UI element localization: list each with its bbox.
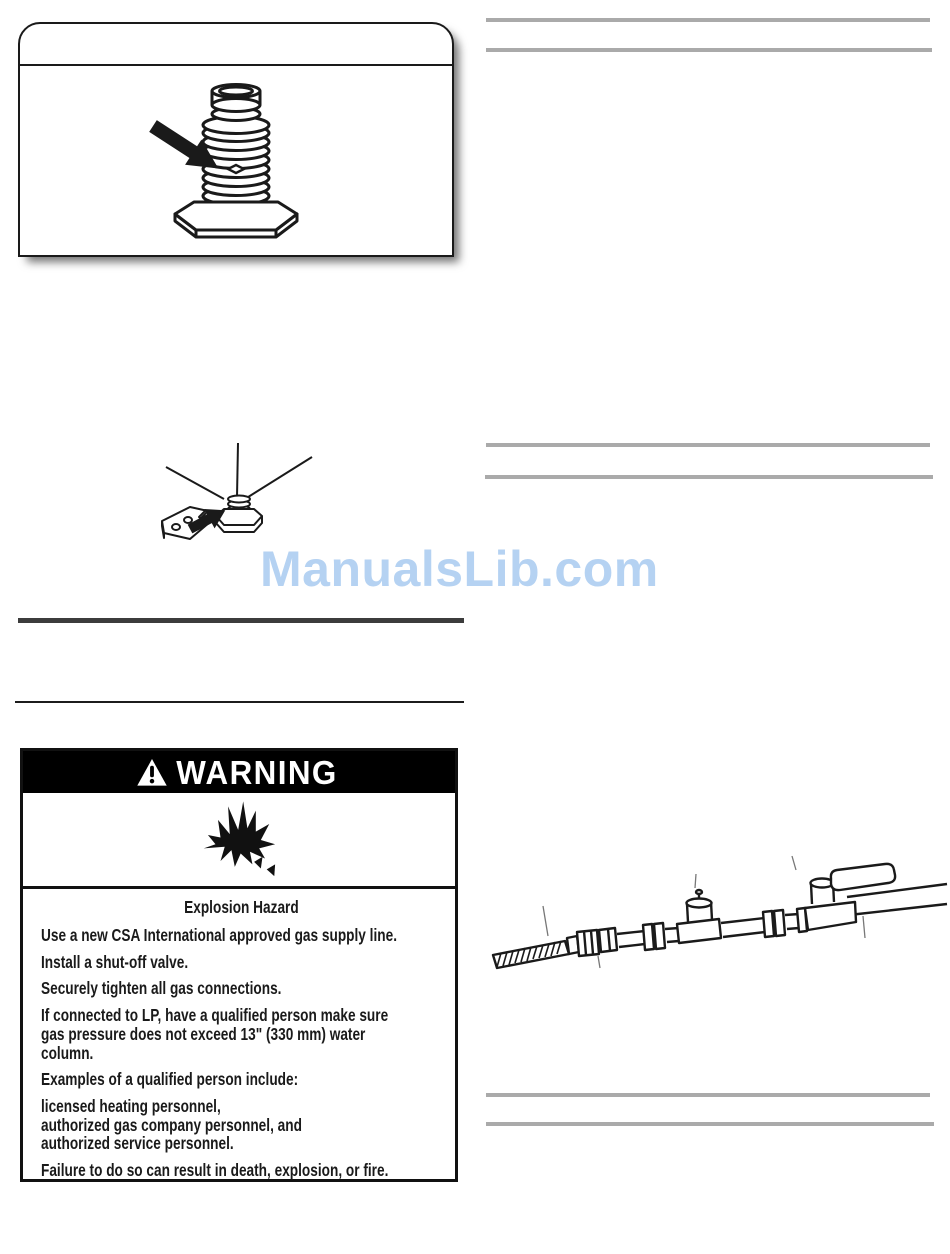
warning-triangle-icon bbox=[136, 758, 168, 787]
section-rule bbox=[486, 1093, 930, 1097]
ground-wire-clip-illustration bbox=[150, 437, 320, 549]
warning-line: gas pressure does not exceed 13" (330 mm) water bbox=[41, 1023, 366, 1044]
gas-connector-figure-box bbox=[18, 22, 454, 257]
warning-line: authorized gas company personnel, and bbox=[41, 1114, 302, 1135]
watermark: ManualsLib.com bbox=[260, 541, 659, 597]
warning-paragraph bbox=[41, 1161, 441, 1180]
warning-paragraph bbox=[41, 926, 441, 945]
warning-line: Use a new CSA International approved gas supply line. bbox=[41, 925, 397, 945]
section-rule bbox=[486, 443, 930, 447]
warning-paragraph bbox=[41, 1070, 441, 1089]
gas-connector-fitting-illustration bbox=[131, 78, 341, 243]
hazard-title: Explosion Hazard bbox=[183, 897, 299, 917]
warning-icon-row bbox=[23, 793, 455, 889]
section-rule bbox=[486, 48, 932, 52]
warning-paragraph bbox=[41, 953, 441, 972]
warning-header-label: WARNING bbox=[176, 753, 338, 791]
warning-paragraph bbox=[41, 979, 441, 998]
warning-line: licensed heating personnel, bbox=[41, 1095, 221, 1116]
section-rule-thin bbox=[15, 701, 464, 703]
figure-box-header bbox=[20, 24, 452, 66]
figure-box-body bbox=[20, 66, 452, 254]
warning-header bbox=[23, 751, 455, 793]
section-rule bbox=[486, 1122, 934, 1126]
warning-line: If connected to LP, have a qualified person make sure bbox=[41, 1005, 389, 1026]
explosion-icon bbox=[197, 798, 281, 882]
warning-text bbox=[23, 889, 455, 1180]
section-rule bbox=[486, 18, 930, 22]
warning-line: authorized service personnel. bbox=[41, 1133, 234, 1154]
warning-line: Securely tighten all gas connections. bbox=[41, 978, 282, 999]
warning-box bbox=[20, 748, 458, 1182]
gas-pipe-shutoff-valve-illustration bbox=[487, 846, 949, 991]
warning-paragraph bbox=[41, 1097, 441, 1153]
warning-paragraphs bbox=[41, 926, 441, 1180]
warning-line: Failure to do so can result in death, explosion, or fire. bbox=[41, 1160, 389, 1181]
section-rule bbox=[485, 475, 933, 479]
section-rule-heavy bbox=[18, 618, 464, 623]
warning-line: Install a shut-off valve. bbox=[41, 951, 189, 972]
warning-paragraph bbox=[41, 1006, 441, 1062]
warning-line: Examples of a qualified person include: bbox=[41, 1069, 299, 1090]
warning-line: column. bbox=[41, 1042, 94, 1063]
